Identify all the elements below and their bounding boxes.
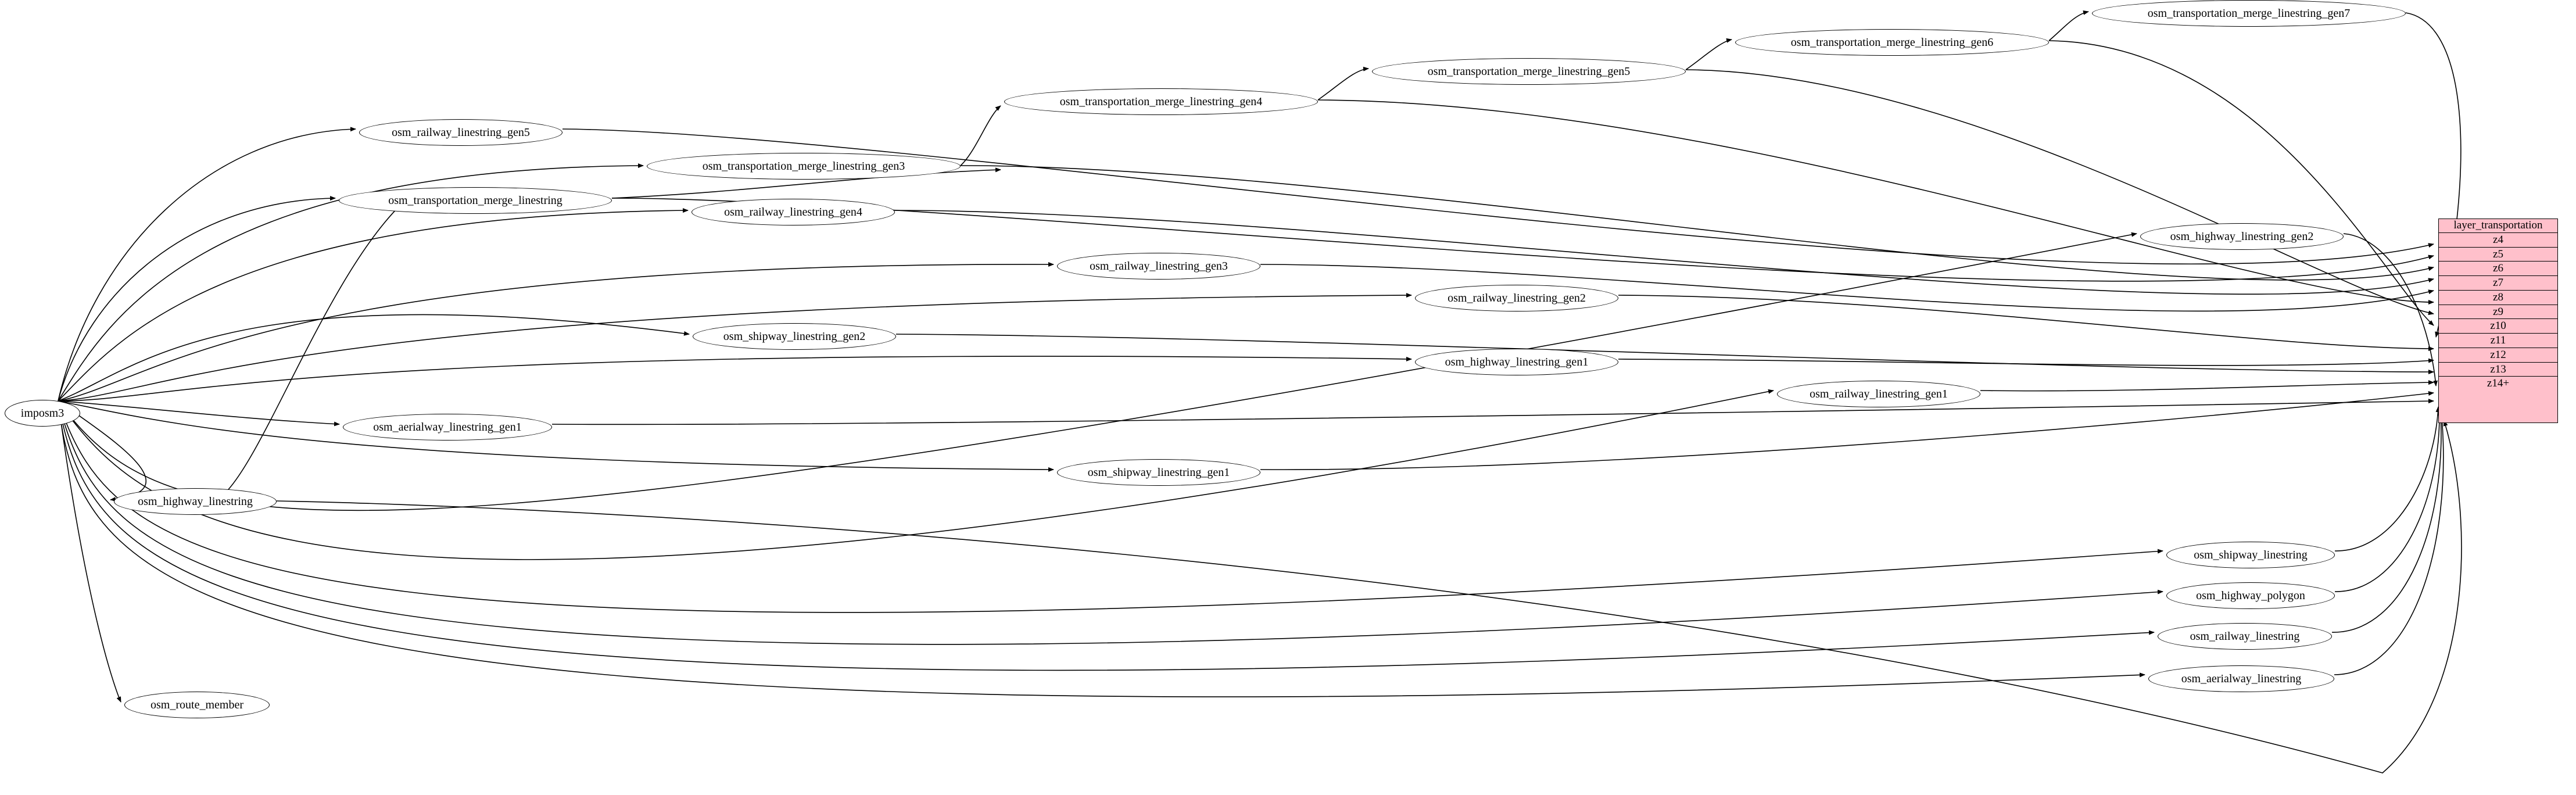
layer-row-z9[interactable]: z9	[2439, 305, 2557, 320]
node-label: osm_railway_linestring_gen4	[724, 205, 862, 219]
node-label: osm_shipway_linestring_gen1	[1087, 465, 1230, 479]
node-osm-railway-linestring-gen1[interactable]	[1777, 381, 1980, 407]
layer-row-z12[interactable]: z12	[2439, 348, 2557, 363]
node-label: osm_highway_linestring_gen2	[2170, 230, 2314, 243]
node-osm-aerialway-linestring[interactable]	[2148, 665, 2334, 692]
node-osm-shipway-linestring-gen1[interactable]	[1057, 459, 1260, 486]
node-label: osm_railway_linestring_gen1	[1810, 387, 1948, 400]
node-osm-railway-linestring-gen4[interactable]	[692, 199, 895, 225]
node-osm-highway-linestring-gen2[interactable]	[2140, 223, 2344, 250]
layer-row-z5[interactable]: z5	[2439, 248, 2557, 262]
node-osm-railway-linestring-gen5[interactable]	[359, 119, 563, 146]
layer-row-z11[interactable]: z11	[2439, 334, 2557, 348]
node-label: imposm3	[20, 406, 65, 420]
node-osm-transportation-merge-linestring-gen6[interactable]	[1735, 29, 2049, 56]
layer-row-z10[interactable]: z10	[2439, 319, 2557, 334]
node-osm-route-member[interactable]	[124, 692, 270, 718]
node-osm-transportation-merge-linestring-gen4[interactable]	[1004, 88, 1318, 115]
node-osm-railway-linestring[interactable]	[2158, 623, 2332, 650]
node-label: osm_transportation_merge_linestring_gen4	[1059, 95, 1263, 108]
layer-row-z6[interactable]: z6	[2439, 262, 2557, 276]
node-osm-railway-linestring-gen2[interactable]	[1415, 285, 1618, 311]
layer-row-z13[interactable]: z13	[2439, 363, 2557, 377]
node-label: osm_transportation_merge_linestring_gen3	[702, 159, 905, 173]
node-label: osm_aerialway_linestring	[2181, 672, 2302, 685]
node-osm-highway-linestring-gen1[interactable]	[1415, 349, 1618, 375]
layer-transportation-table[interactable]	[2438, 219, 2558, 423]
layer-row-z4[interactable]: z4	[2439, 233, 2557, 248]
layer-table-header: layer_transportation	[2439, 219, 2557, 233]
node-label: osm_railway_linestring_gen5	[392, 126, 530, 139]
node-osm-highway-polygon[interactable]	[2166, 582, 2335, 609]
layer-row-z8[interactable]: z8	[2439, 291, 2557, 305]
layer-row-z7[interactable]: z7	[2439, 276, 2557, 291]
node-osm-shipway-linestring-gen2[interactable]	[693, 323, 896, 350]
node-label: osm_shipway_linestring	[2194, 548, 2308, 561]
node-osm-transportation-merge-linestring-gen3[interactable]	[647, 153, 961, 180]
node-label: osm_highway_linestring_gen1	[1445, 355, 1589, 368]
node-label: osm_transportation_merge_linestring_gen6	[1790, 35, 1994, 49]
node-label: osm_railway_linestring	[2190, 629, 2300, 643]
node-osm-highway-linestring[interactable]	[114, 488, 277, 515]
node-imposm3[interactable]	[5, 400, 80, 427]
layer-row-z14plus[interactable]: z14+	[2487, 377, 2510, 390]
node-osm-aerialway-linestring-gen1[interactable]	[343, 414, 552, 441]
node-label: osm_shipway_linestring_gen2	[723, 330, 866, 343]
node-label: osm_transportation_merge_linestring_gen7	[2147, 6, 2351, 20]
node-label: osm_railway_linestring_gen3	[1090, 259, 1228, 273]
node-label: osm_aerialway_linestring_gen1	[373, 420, 522, 434]
node-osm-transportation-merge-linestring[interactable]	[339, 187, 612, 214]
node-label: osm_transportation_merge_linestring	[388, 194, 563, 207]
node-label: osm_highway_linestring	[138, 495, 253, 508]
node-label: osm_railway_linestring_gen2	[1448, 291, 1586, 305]
node-osm-railway-linestring-gen3[interactable]	[1057, 253, 1260, 280]
node-label: osm_highway_polygon	[2196, 589, 2305, 602]
node-osm-transportation-merge-linestring-gen7[interactable]	[2092, 0, 2406, 27]
node-label: osm_transportation_merge_linestring_gen5	[1427, 65, 1631, 78]
node-osm-shipway-linestring[interactable]	[2166, 542, 2335, 568]
node-label: osm_route_member	[151, 698, 243, 711]
node-osm-transportation-merge-linestring-gen5[interactable]	[1372, 58, 1686, 85]
